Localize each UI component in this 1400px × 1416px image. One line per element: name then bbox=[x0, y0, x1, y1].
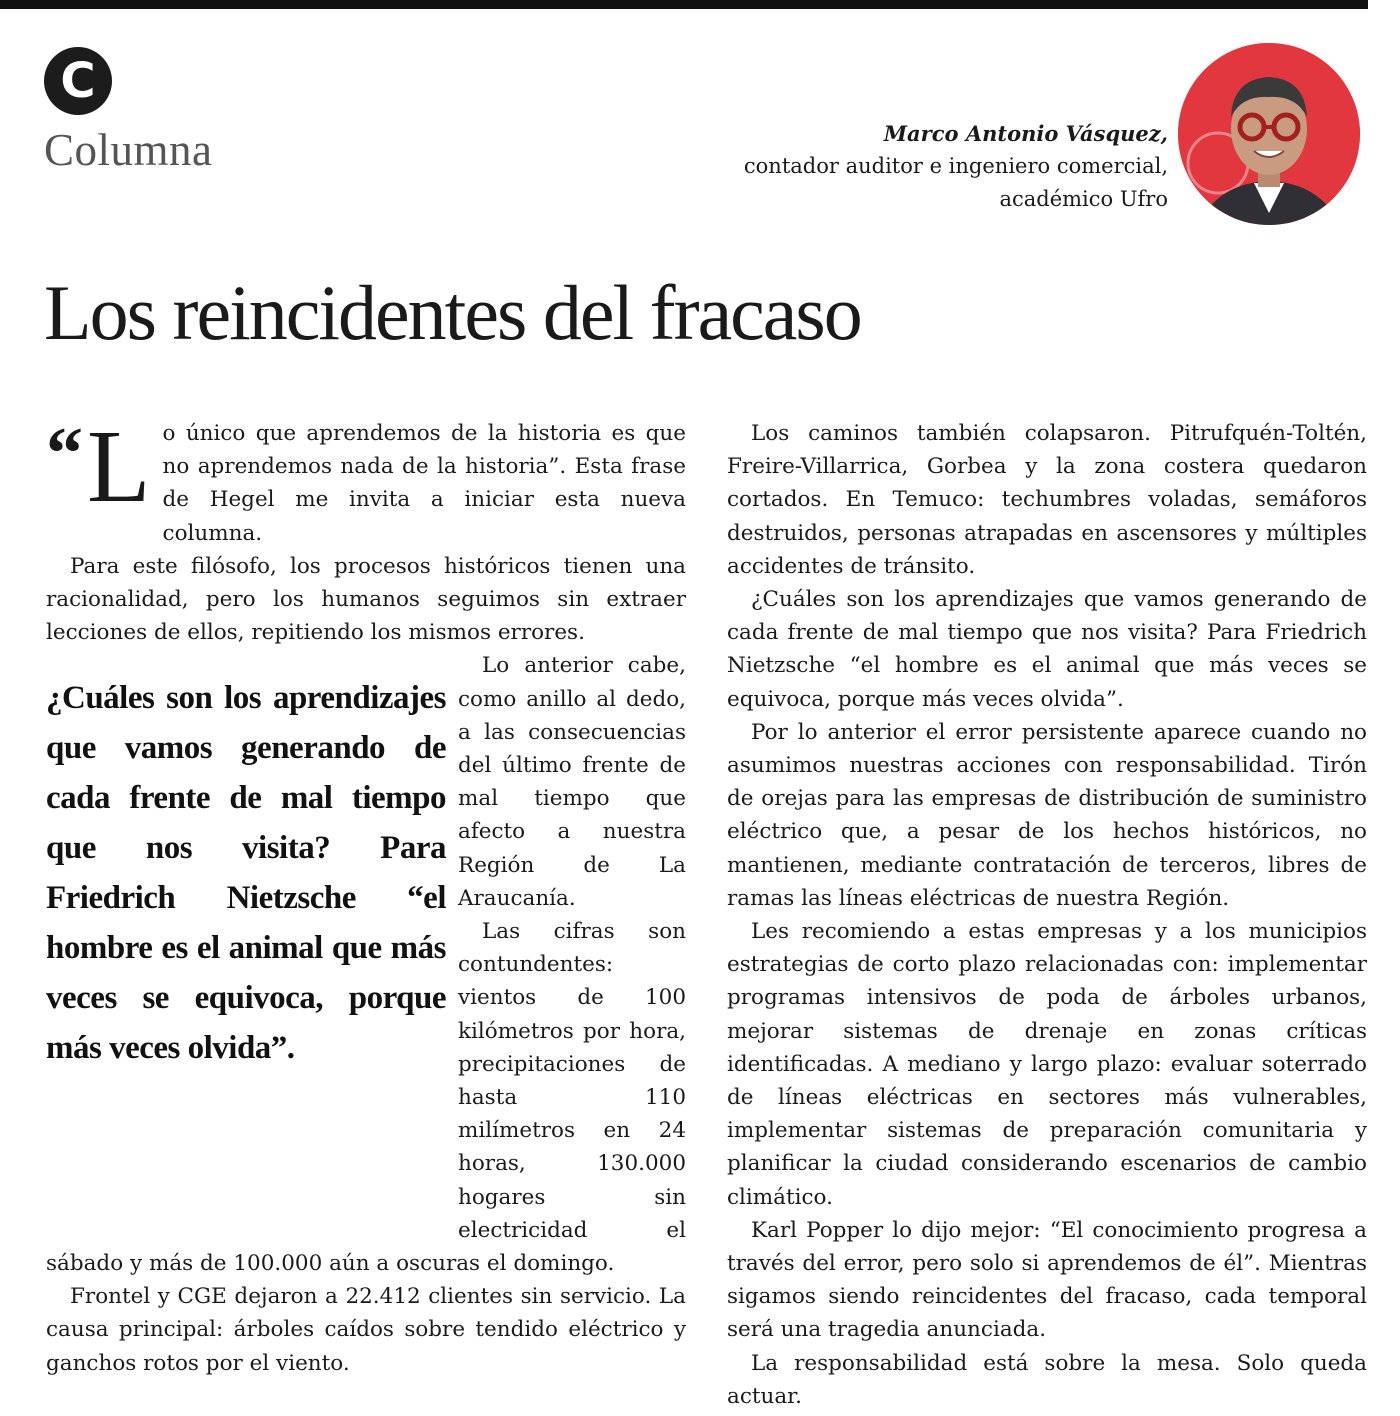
author-role: contador auditor e ingeniero comercial, bbox=[743, 154, 1168, 178]
paragraph-7: ¿Cuáles son los aprendizajes que vamos generando de cada frente de mal tiempo que nos visita? Para Friedrich Nietzsche “el hombre es el animal que más veces se equivoca, porque más veces olvida”. bbox=[727, 587, 1367, 712]
top-rule bbox=[0, 0, 1368, 9]
article-column-left bbox=[46, 409, 686, 1380]
paragraph-9: Les recomiendo a estas empresas y a los municipios estrategias de corto plazo relacionadas con: implementar programas intensivos de poda de árboles urbanos, mejorar sistemas de drenaje en zonas críticas identificadas. A mediano y largo plazo: evaluar soterrado de líneas eléctricas en sectores más vulnerables, implementar sistemas de preparación comunitaria y planificar la ciudad considerando escenarios de cambio climático. bbox=[727, 919, 1367, 1210]
section-badge-icon: C bbox=[44, 47, 112, 115]
opening-quote-mark: “ bbox=[46, 413, 83, 495]
pull-quote-block bbox=[46, 649, 446, 1215]
paragraph-5: Frontel y CGE dejaron a 22.412 clientes sin servicio. La causa principal: árboles caídos sobre tendido eléctrico y ganchos rotos por el viento. bbox=[46, 1284, 686, 1376]
paragraph-4: Las cifras son contundentes: vientos de 100 kilómetros por hora, precipitaciones de hasta 110 milímetros en 24 horas, 130.000 hogares sin electricidad el sábado y más de 100.000 aún a oscuras el domingo. bbox=[46, 919, 686, 1277]
author-affiliation: académico Ufro bbox=[999, 187, 1168, 211]
author-photo bbox=[1178, 43, 1360, 225]
paragraph-8: Por lo anterior el error persistente aparece cuando no asumimos nuestras acciones con responsabilidad. Tirón de orejas para las empresas de distribución de suministro eléctrico que, a pesar de los hechos históricos, no mantienen, mediante contratación de terceros, libres de ramas las líneas eléctricas de nuestra Región. bbox=[727, 719, 1367, 911]
paragraph-3: Lo anterior cabe, como anillo al dedo, a las consecuencias del último frente de mal tiempo que afecto a nuestra Región de La Araucanía. bbox=[458, 653, 686, 911]
dropcap: L bbox=[87, 409, 151, 524]
paragraph-2: Para este filósofo, los procesos históricos tienen una racionalidad, pero los humanos seguimos sin extraer lecciones de ellos, repitiendo los mismos errores. bbox=[46, 553, 686, 646]
paragraph-6: Los caminos también colapsaron. Pitrufquén-Toltén, Freire-Villarrica, Gorbea y la zona costera quedaron cortados. En Temuco: techumbres voladas, semáforos destruidos, personas atrapadas en ascensores y múltiples accidentes de tránsito. bbox=[727, 421, 1367, 579]
headline: Los reincidentes del fracaso bbox=[44, 269, 861, 356]
article-column-right bbox=[727, 417, 1367, 1413]
byline bbox=[744, 117, 1168, 216]
author-name: Marco Antonio Vásquez, bbox=[883, 121, 1168, 146]
author-portrait-icon bbox=[1178, 43, 1360, 225]
pull-quote: ¿Cuáles son los aprendizajes que vamos generando de cada frente de mal tiempo que nos visita? Para Friedrich Nietzsche “el hombre es el animal que más veces se equivoca, porque más veces olvida”. bbox=[46, 680, 446, 1067]
paragraph-1: o único que aprendemos de la historia es que no aprendemos nada de la historia”. Esta frase de Hegel me invita a iniciar esta nueva columna. bbox=[162, 421, 686, 546]
section-label: Columna bbox=[44, 125, 213, 175]
paragraph-10: Karl Popper lo dijo mejor: “El conocimiento progresa a través del error, pero solo si aprendemos de él”. Mientras sigamos siendo reincidentes del fracaso, cada temporal será una tragedia anunciada. bbox=[727, 1217, 1367, 1343]
paragraph-11: La responsabilidad está sobre la mesa. Solo queda actuar. bbox=[727, 1350, 1367, 1409]
